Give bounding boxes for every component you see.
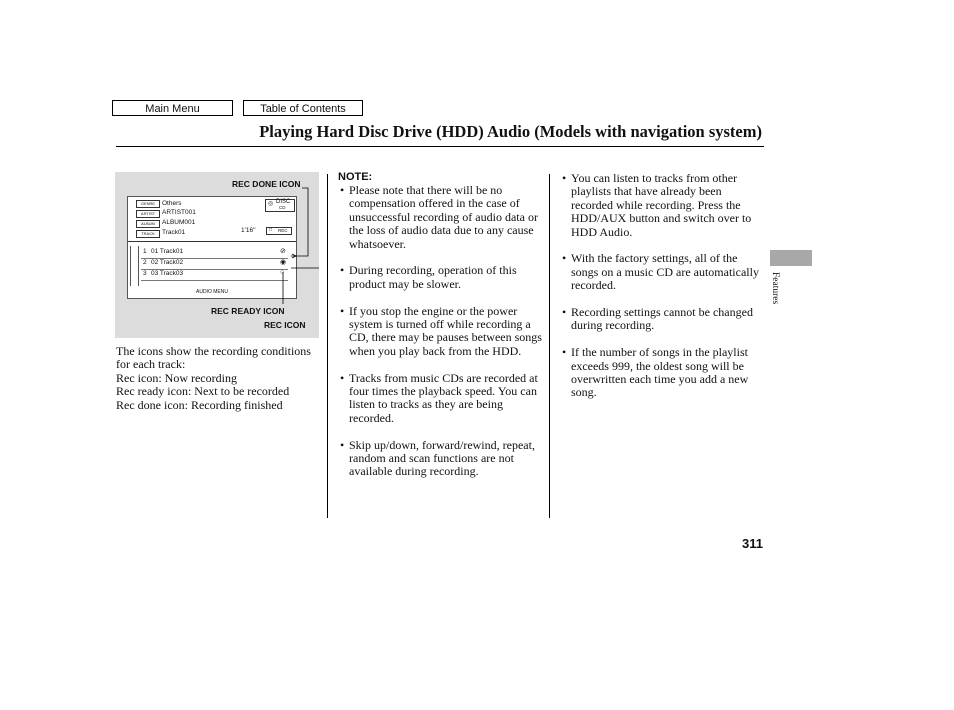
title-divider: [116, 146, 764, 147]
rec-text: REC: [278, 228, 288, 233]
main-menu-button[interactable]: Main Menu: [112, 100, 233, 116]
genre-tag: GENRE: [136, 200, 160, 208]
list-item: • Please note that there will be no compensation offered in the case of unsuccessful recording of audio data or the loss of audio data due to any cause whatsoever.: [339, 184, 544, 251]
note-heading: NOTE:: [338, 171, 373, 183]
list-item: • Tracks from music CDs are recorded at four times the playback speed. You can listen to tracks as they are being recorded.: [339, 372, 544, 426]
artist-value: ARTIST001: [162, 209, 196, 216]
track-number: 3: [143, 270, 147, 277]
callout-lines: [115, 172, 319, 338]
table-of-contents-button[interactable]: Table of Contents: [243, 100, 363, 116]
caption-line: The icons show the recording conditions for each track:: [116, 344, 311, 372]
cd-text: CD: [279, 205, 286, 210]
track-name: 03 Track03: [151, 270, 184, 277]
page-number: 311: [742, 536, 763, 551]
album-value: ALBUM001: [162, 219, 196, 226]
caption-line: Rec done icon: Recording finished: [116, 397, 283, 412]
list-item: • If you stop the engine or the power system is turned off while recording a CD, there may be pauses between songs when you play back from the HDD.: [339, 305, 544, 359]
rec-ready-icon: ○: [280, 269, 285, 276]
section-label-text: Features: [770, 272, 780, 305]
track-number: 2: [143, 259, 147, 266]
artist-tag: ARTIST: [136, 210, 160, 218]
rec-icon: ◉: [280, 259, 287, 266]
rec-done-icon-label: REC DONE ICON: [232, 179, 301, 189]
column-divider-right: [549, 174, 550, 518]
figure-caption: [116, 345, 321, 412]
disc-icon: ◎: [268, 201, 274, 207]
page-title: Playing Hard Disc Drive (HDD) Audio (Models with navigation system): [259, 122, 762, 141]
track-value: Track01: [162, 229, 186, 236]
list-item: • Recording settings cannot be changed during recording.: [561, 306, 766, 333]
hdd-screen-figure: [115, 172, 319, 338]
caption-line: Rec ready icon: Next to be recorded: [116, 384, 290, 399]
rec-done-icon: ⊘: [280, 248, 286, 255]
caption-line: Rec icon: Now recording: [116, 370, 237, 385]
track-number: 1: [143, 248, 147, 255]
disc-text: DISC: [276, 199, 291, 205]
section-label: [768, 272, 782, 332]
list-item: • If the number of songs in the playlist exceeds 999, the oldest song will be overwritten each time you add a new song.: [561, 346, 766, 400]
audio-menu-label: AUDIO MENU: [196, 289, 228, 295]
list-item: • During recording, operation of this product may be slower.: [339, 264, 544, 291]
rec-icon-label: REC ICON: [264, 320, 306, 330]
track-name: 02 Track02: [151, 259, 184, 266]
section-tab: [770, 250, 812, 266]
info-list: [561, 172, 766, 400]
list-item: • You can listen to tracks from other playlists that have already been recorded while recording. Press the HDD/AUX button and switch over to HDD Audio.: [561, 172, 766, 239]
rec-square-icon: □: [269, 227, 273, 233]
note-column: [339, 171, 544, 492]
list-item: • With the factory settings, all of the songs on a music CD are automatically recorded.: [561, 252, 766, 292]
note-list: [339, 184, 544, 479]
genre-value: Others: [162, 200, 182, 207]
track-name: 01 Track01: [151, 248, 184, 255]
track-tag: TRACK: [136, 230, 160, 238]
rec-ready-icon-label: REC READY ICON: [211, 306, 285, 316]
list-item: • Skip up/down, forward/rewind, repeat, random and scan functions are not available during recording.: [339, 439, 544, 479]
right-column: [561, 172, 766, 413]
column-divider-left: [327, 174, 328, 518]
elapsed-time: 1'16'': [241, 227, 256, 234]
album-tag: ALBUM: [136, 220, 160, 228]
